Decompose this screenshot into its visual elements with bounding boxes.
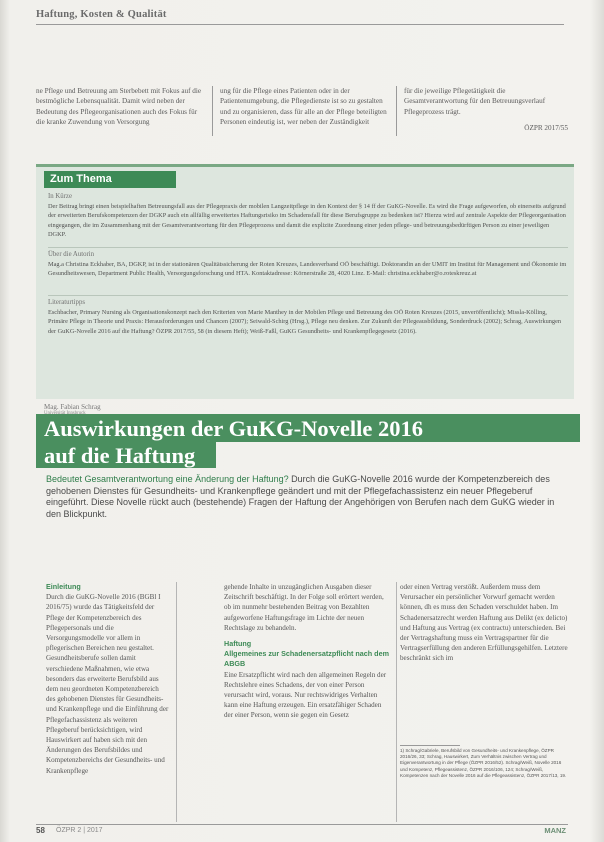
running-head: Haftung, Kosten & Qualität — [36, 9, 167, 20]
box-divider — [48, 295, 568, 296]
top-column-3-text: für die jeweilige Pflegetätigkeit die Gesamtverantwortung für den Betreuungsverlauf Pflegeprozess trägt. — [404, 87, 546, 116]
author-info-text: Mag.a Christina Eckhaber, BA, DGKP, ist in der stationären Qualitätssicherung der Roten Kreuzes, Landesverband OÖ beschäftigt. Doktorandin an der UMIT im Institut für Management und Ökonomie im Gesundheitswesen, Department Public Health, Versorgungsforschung und HTA. Kontaktadresse: Körnerstraße 28, 4020 Linz. E-Mail: christina.eckhaber@o.roteskreuz.at — [48, 261, 567, 278]
topic-box — [36, 164, 574, 399]
author-name: Mag. Fabian Schrag — [44, 403, 101, 411]
body-column-3 — [400, 582, 568, 664]
author-info-section — [48, 251, 568, 279]
column-divider — [396, 86, 397, 136]
body-column-3-text: oder einen Vertrag verstößt. Außerdem muss dem Verursacher ein persönlicher Vorwurf gemacht werden können, dh es muss den Schaden verschuldet haben. Im Schadenersatzrecht werden Haftung aus Delikt (ex delicto) und Haftung aus Vertrag (ex contractu) unterschieden. Bei der Vertragshaftung muss ein Vertragspartner für die Vertragserfüllung den anderen Erfüllungsgehilfen. Letztere beschränkt sich im — [400, 583, 568, 663]
article-lead — [46, 474, 556, 520]
page-number: 58 — [36, 826, 45, 835]
footnote-rule — [400, 745, 460, 746]
in-kuerze-text: Der Beitrag bringt einen beispielhaften Betreuungsfall aus der Pflegepraxis der mobilen Langzeitpflege in den Kontext der § 14 ff der GuKG-Novelle. Es wird die Frage aufgeworfen, ob einerseits aufgrund der erweiterten Berufskompetenzen der DGKP auch ein allfällig erweitertes Haftungsrisiko im Schadensfall für diese Berufsgruppe zu bedenken ist? Hierzu wird auf zentrale Aspekte der Pflegeorganisation eingegangen, die im Zusammenhang mit der Gesamtverantwortung für den Pflegeprozess und damit die explizite Zuordnung einer jeden pflege- und betreuungsbedürftigen Person zu einer jeweiligen DGKP. — [48, 203, 566, 239]
section-heading-einleitung: Einleitung — [46, 582, 81, 591]
top-column-3 — [404, 86, 570, 117]
author-info-label: Über die Autorin — [48, 251, 95, 258]
lead-question: Bedeutet Gesamtverantwortung eine Änderung der Haftung? — [46, 474, 289, 484]
topic-box-header: Zum Thema — [44, 171, 176, 188]
top-column-1-text: ne Pflege und Betreuung am Sterbebett mit Fokus auf die bestmögliche Lebensqualität. Damit wird neben der Bedeutung des Pflegeorganisationen auch des Fokus für die kranke Zuwendung von Versorgung — [36, 87, 202, 127]
headline-line-2: auf die Haftung — [44, 443, 196, 468]
column-divider — [396, 582, 397, 822]
body-column-1 — [46, 582, 170, 776]
footer-rule — [36, 824, 568, 825]
column-divider — [176, 582, 177, 822]
section-heading-haftung: Haftung — [224, 639, 252, 649]
literature-text: Eschbacher, Primary Nursing als Organisationskonzept nach den Kriterien von Marie Manthey in der Mobilen Pflege und Betreuung des OÖ Roten Kreuzes (2015, unveröffentlicht); Missla-Kölling, Primäre Pflege in Theorie und Praxis: Herausforderungen und Chancen (2007); Seiwald-Schirg (Hrsg.), Pflege neu denken. Zur Zukunft der Pflegeausbildung, Sonderdruck (2002); Schrag, Auswirkungen der GuKG-Novelle 2016 auf die Haftung? ÖZPR 2017/55, 58 (in diesem Heft); Weiß-Faßl, GuKG Gesundheits- und Krankenpflegegesetz (2016). — [48, 309, 562, 335]
body-column-2-text: Eine Ersatzpflicht wird nach den allgemeinen Regeln der Rechtslehre eines Schadens, der von einer Person verursacht wird, voraus. Nur rechtswidriges Verhalten kann eine Haftung erzeugen. Ein ersatzfähiger Schaden der einer Person, wenn sie gegen ein Gesetz — [224, 670, 387, 720]
body-column-2 — [224, 582, 392, 721]
body-column-2-intro: gehende Inhalte in unzugänglichen Ausgaben dieser Zeitschrift beschäftigt. In der Folge soll erörtert werden, ob im nunmehr bestehenden Beitrag von Bezahlten aufgeworfene Haftungsfrage im Lichte der neuen Rechtslage zu behandeln. — [224, 583, 384, 632]
literature-label: Literaturtipps — [48, 299, 85, 306]
lead-text: Durch die GuKG-Novelle 2016 wurde der Kompetenzbereich des gehobenen Dienstes für Gesundheits- und Krankenpflege geändert und mit der Pflegefachassistenz ein neuer Pflegeberuf eingeführt. Diese Novelle rückt auch (bestehende) Fragen der Haftung der Angehörigen von Berufen nach dem GuKG wieder in den Blickpunkt. — [46, 474, 555, 519]
section-subheading-abgb: Allgemeines zur Schadenersatzpflicht nach dem ABGB — [224, 649, 389, 669]
source-reference: ÖZPR 2017/55 — [524, 124, 568, 132]
column-divider — [212, 86, 213, 136]
headline-line-1: Auswirkungen der GuKG-Novelle 2016 — [44, 416, 423, 441]
box-divider — [48, 247, 568, 248]
body-column-1-text: Durch die GuKG-Novelle 2016 (BGBl I 2016/75) wurde das Tätigkeitsfeld der Pflege der Kompetenzbereich des Pflegepersonals und die Versorgungsmodelle vor allem in pflegerischen Bereichen neu gestaltet. Gesundheitsberufe sollen damit verschiedene Maßnahmen, wie etwa besonders das erweiterte Berufsbild aus dem neu geordneten Kompetenzbereich des gehobenen Dienstes für Gesundheits- und Krankenpflege und die Einführung der Pflegefachassistenz als weiteren Pflegeberuf berücksichtigen, wird Hauswirkert auf haben sich mit den Änderungen des Berufsbildes und Kompetenzbereichs der Gesundheits- und Krankenpflege — [46, 593, 169, 775]
top-column-1 — [36, 86, 204, 128]
publisher-logo: MANZ — [544, 826, 566, 835]
in-kuerze-section — [48, 193, 568, 240]
top-column-2 — [220, 86, 388, 128]
literature-section — [48, 299, 568, 336]
header-rule — [36, 24, 564, 25]
top-column-2-text: ung für die Pflege eines Patienten oder in der Patientenumgebung, die Pflegedienste ist so zu gestalten und zu organisieren, dass für alle an der Pflege beteiligten Personen eindeutig ist, wer neben der Zuständigkeit — [220, 87, 387, 127]
in-kuerze-label: In Kürze — [48, 193, 72, 200]
article-headline — [44, 415, 584, 469]
footnote: 1) Schrag/Gabriele, Berufsbild von Gesundheits- und Krankenpflege, ÖZPR 2016/26, 33; Schrag, Hauswirkert, Zum Verhältnis zwischen Vertrag und Eigenverantwortung in der Pflege (ÖZPR 2016/52). Schrag/Weiß, Novelle 2016 und Kompetenz, Pflegeassistenz, ÖZPR 2016/106, 124; Schrag/Weiß, Kompetenzen nach der Novelle 2016 auf die Pflegeassistenz, ÖZPR 2017/13, 19. — [400, 748, 567, 778]
journal-reference: ÖZPR 2 | 2017 — [56, 827, 103, 834]
